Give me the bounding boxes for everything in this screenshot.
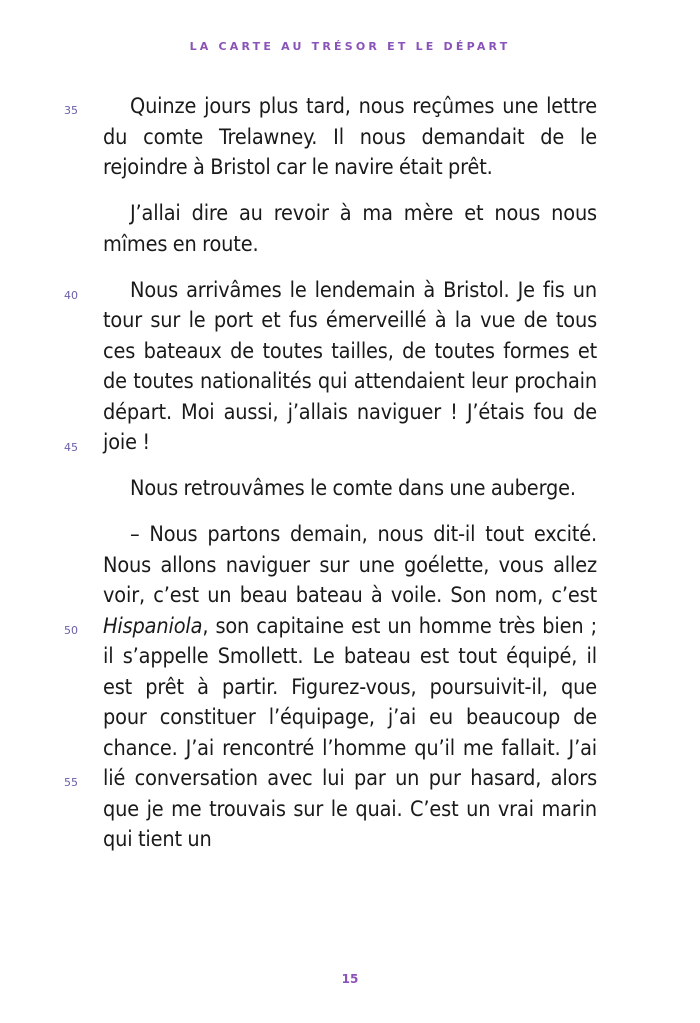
dialogue-text-start: – Nous partons demain, nous dit-il tout excité. Nous allons naviguer sur une goélette, vous allez voir, c’est un beau bateau à voile. Son nom, c’est <box>103 522 597 608</box>
dialogue-text-end: , son capitaine est un homme très bien ; il s’appelle Smollett. Le bateau est tout équipé, il est prêt à partir. Figurez-vous, poursuivit-il, que pour constituer l’équipage, j’ai eu beaucoup de chance. J’ai rencontré l’homme qu’il me fallait. J’ai lié conversation avec lui par un pur hasard, alors que je me trouvais sur le quai. C’est un vrai marin qui tient un <box>103 613 597 852</box>
paragraph-letter: Quinze jours plus tard, nous reçûmes une lettre du comte Trelawney. Il nous demandait de le rejoindre à Bristol car le navire était prêt. <box>103 94 597 180</box>
line-number-35: 35 <box>64 104 78 117</box>
ship-name: Hispaniola <box>103 613 203 639</box>
paragraph-inn: Nous retrouvâmes le comte dans une auberge. <box>130 476 576 501</box>
page-number: 15 <box>341 972 359 986</box>
line-number-45: 45 <box>64 441 78 454</box>
line-number-40: 40 <box>64 289 78 302</box>
paragraph-dialogue <box>103 520 597 856</box>
paragraph-departure: J’allai dire au revoir à ma mère et nous nous mîmes en route. <box>103 201 597 257</box>
paragraph-bristol: Nous arrivâmes le lendemain à Bristol. Je fis un tour sur le port et fus émerveillé à la vue de tous ces bateaux de toutes tailles, de toutes formes et de toutes nationalités qui attendaient leur prochain départ. Moi aussi, j’allais naviguer ! J’étais fou de joie ! <box>103 277 597 455</box>
running-head-title: LA CARTE AU TRÉSOR ET LE DÉPART <box>189 40 511 53</box>
line-number-50: 50 <box>64 624 78 637</box>
line-number-55: 55 <box>64 776 78 789</box>
body-text <box>103 92 597 871</box>
